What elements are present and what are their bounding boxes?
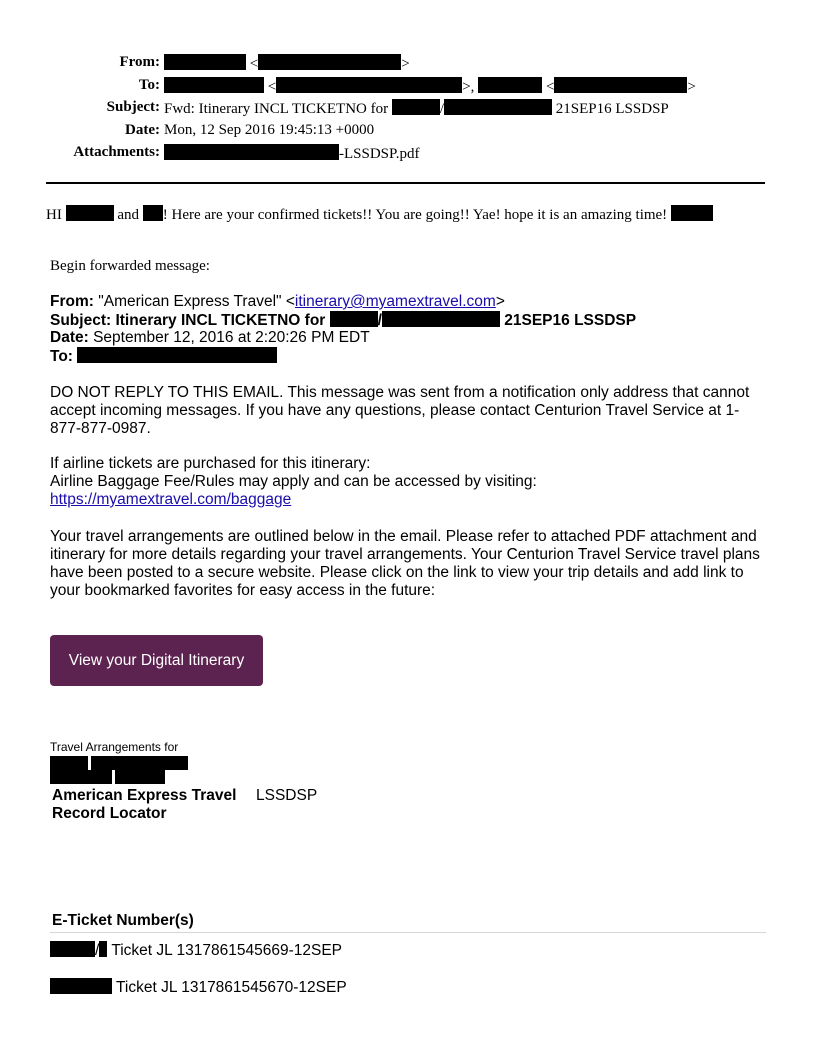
begin-forwarded-label: Begin forwarded message: — [50, 258, 210, 274]
forwarded-from-close: > — [495, 293, 505, 310]
redaction — [99, 941, 107, 957]
header-to-label: To: — [138, 76, 160, 93]
header-subject-prefix: Fwd: Itinerary INCL TICKETNO for — [164, 101, 389, 117]
forwarded-date-value: September 12, 2016 at 2:20:26 PM EDT — [93, 329, 370, 346]
redaction — [330, 311, 378, 327]
view-digital-itinerary-button[interactable]: View your Digital Itinerary — [50, 635, 263, 686]
forwarded-date-row — [50, 329, 770, 347]
baggage-line1: If airline tickets are purchased for this itinerary: — [50, 455, 371, 472]
greeting-text: ! Here are your confirmed tickets!! You are going!! Yae! hope it is an amazing time! — [162, 207, 668, 223]
redaction — [66, 205, 114, 221]
header-attachments-value[interactable] — [164, 144, 419, 163]
header-attachments-label: Attachments: — [73, 144, 160, 160]
redaction — [143, 205, 163, 221]
redaction — [554, 77, 687, 93]
forwarded-from-row — [50, 293, 770, 311]
redaction — [164, 77, 264, 93]
redaction — [50, 770, 112, 784]
email-header — [0, 54, 816, 167]
header-divider — [46, 182, 765, 184]
header-to-value: < >, < > — [164, 77, 696, 96]
ticket-row: / Ticket JL 1317861545669-12SEP — [50, 941, 342, 960]
ticket-number: Ticket JL 1317861545670-12SEP — [116, 979, 347, 996]
record-locator-value: LSSDSP — [256, 787, 318, 804]
greeting-line — [46, 205, 713, 224]
redaction — [276, 77, 462, 93]
baggage-link[interactable]: https://myamextravel.com/baggage — [50, 491, 292, 508]
body-paragraph-baggage — [50, 455, 770, 509]
attachment-filename[interactable]: -LSSDSP.pdf — [339, 146, 420, 162]
redaction — [50, 978, 112, 994]
forwarded-header — [50, 293, 770, 365]
redaction — [50, 756, 88, 770]
header-date-value: Mon, 12 Sep 2016 19:45:13 +0000 — [164, 121, 375, 138]
body-paragraph-arrangements: Your travel arrangements are outlined below in the email. Please refer to attached PDF attachment and itinerary for more details regarding your travel arrangements. Your Centurion Travel Service travel plans have been posted to a secure website. Please click on the link to view your trip details and add link to your bookmarked favorites for easy access in the future: — [50, 528, 760, 599]
forwarded-subject-label: Subject: — [50, 311, 112, 329]
forwarded-subject-row: Subject: Itinerary INCL TICKETNO for / 21SEP16 LSSDSP — [50, 311, 637, 329]
amex-line1: American Express Travel — [52, 787, 237, 804]
eticket-divider — [50, 932, 766, 933]
ticket-row — [50, 978, 347, 997]
forwarded-from-name: "American Express Travel" < — [98, 293, 295, 310]
ticket-number: Ticket JL 1317861545669-12SEP — [111, 942, 342, 959]
redaction — [671, 205, 713, 221]
forwarded-from-email-link[interactable]: itinerary@myamextravel.com — [294, 293, 496, 310]
eticket-heading: E-Ticket Number(s) — [52, 912, 194, 929]
forwarded-date-label: Date: — [50, 329, 89, 346]
redaction — [258, 54, 401, 70]
forwarded-subject-suffix: 21SEP16 LSSDSP — [504, 311, 637, 329]
baggage-line2: Airline Baggage Fee/Rules may apply and can be accessed by visiting: — [50, 473, 537, 490]
forwarded-subject-prefix: Itinerary INCL TICKETNO for — [115, 311, 326, 329]
redaction — [478, 77, 542, 93]
forwarded-to-label: To: — [50, 347, 73, 365]
redaction — [392, 99, 440, 115]
header-from-label: From: — [119, 54, 160, 70]
header-from-value: < > — [164, 54, 410, 73]
greeting-hi: HI — [46, 207, 62, 223]
redaction — [91, 756, 188, 770]
header-date-label: Date: — [125, 121, 160, 138]
amex-line2: Record Locator — [52, 805, 167, 822]
redaction — [115, 770, 165, 784]
header-from-row — [0, 54, 816, 77]
redaction — [50, 941, 95, 957]
body-paragraph-notice: DO NOT REPLY TO THIS EMAIL. This message was sent from a notification only address that cannot accept incoming messages. If you have any questions, please contact Centurion Travel Service at 1-877-877-0987. — [50, 384, 750, 437]
redaction — [444, 99, 552, 115]
redaction — [382, 311, 500, 327]
forwarded-from-label: From: — [50, 293, 94, 310]
forwarded-to-row — [50, 347, 770, 366]
header-to-row — [0, 77, 816, 100]
redaction — [164, 144, 339, 160]
greeting-and: and — [117, 207, 139, 223]
header-subject-value: Fwd: Itinerary INCL TICKETNO for / 21SEP16 LSSDSP — [164, 101, 669, 117]
header-date-row — [0, 122, 816, 145]
travel-arrangements-label: Travel Arrangements for — [50, 740, 179, 754]
redaction — [164, 54, 246, 70]
header-attachments-row — [0, 144, 816, 167]
header-subject-suffix: 21SEP16 LSSDSP — [555, 101, 669, 117]
redaction — [77, 347, 277, 363]
header-subject-row — [0, 99, 816, 122]
amex-record-locator-label — [52, 787, 236, 823]
header-subject-label: Subject: — [106, 99, 160, 115]
